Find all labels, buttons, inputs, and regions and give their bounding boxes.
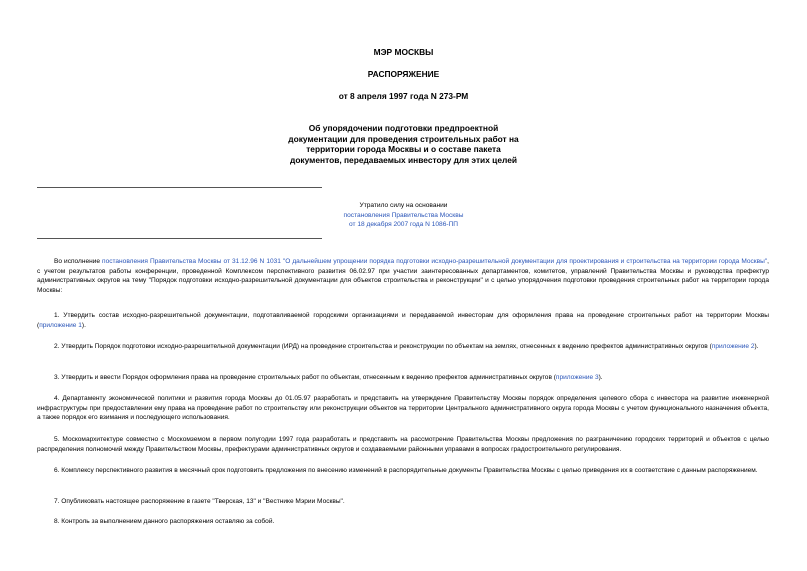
item-tail: ). bbox=[754, 343, 759, 350]
status-divider-bottom bbox=[37, 238, 322, 239]
appendix-1-link[interactable]: приложение 1 bbox=[39, 321, 82, 329]
document-type: РАСПОРЯЖЕНИЕ bbox=[367, 69, 440, 79]
document-subject: Об упорядочении подготовки предпроектной документации для проведения строительных работ на территории города Москвы и о составе пакета документов, передаваемых инвестору для этих целей bbox=[288, 123, 519, 165]
item-tail: ). bbox=[81, 321, 86, 329]
item-text: 2. Утвердить Порядок подготовки исходно-разрешительной документации (ИРД) на проведение строительства и реконструкции по объектам на землях, отнесенных к ведению префектов административных округов ( bbox=[54, 343, 712, 350]
item-tail: ). bbox=[598, 374, 603, 381]
item-paragraph-7: 7. Опубликовать настоящее распоряжение в газете "Тверская, 13" и "Вестнике Мэрии Москвы". bbox=[54, 498, 345, 505]
preamble-suffix: , с учетом результатов работы конференции, проведенной Комплексом перспективного развития 06.02.97 при участии заинтересованных департаментов, комитетов, управлений Правительства Москвы и руководства префектур административных округов на тему "Порядок подготовки исходно-разрешительной документации для объектов строительства и реконструкции" и с целью упорядочения подготовки проведения строительных работ на территории города Москвы: bbox=[37, 258, 769, 294]
appendix-3-link[interactable]: приложение 3 bbox=[555, 374, 599, 381]
preamble-paragraph bbox=[37, 257, 769, 295]
item-paragraph-5: 5. Москомархитектуре совместно с Москомземом в первом полугодии 1997 года разработать и представить на рассмотрение Правительства Москвы предложения по разграничению городских территорий и объектов с целью распределения полномочий между Правительством Москвы, префектурами административных округов и создаваемыми районными управами в вопросах градостроительного регулирования. bbox=[37, 436, 769, 453]
appendix-2-link[interactable]: приложение 2 bbox=[711, 343, 755, 350]
preamble-decree-link[interactable]: постановления Правительства Москвы от 31.12.96 N 1031 "О дальнейшем упрощении порядка подготовки исходно-разрешительной документации для проектирования и строительства на территории города Москвы" bbox=[102, 258, 768, 265]
status-divider-top bbox=[37, 187, 322, 188]
repeal-status-note bbox=[280, 201, 527, 230]
item-paragraph-2 bbox=[37, 342, 769, 352]
repeal-status-link-line1[interactable]: постановления Правительства Москвы bbox=[343, 211, 464, 219]
preamble-prefix: Во исполнение bbox=[54, 258, 103, 265]
item-paragraph-8: 8. Контроль за выполнением данного распоряжения оставляю за собой. bbox=[54, 518, 275, 525]
document-date-number: от 8 апреля 1997 года N 273-РМ bbox=[338, 91, 469, 101]
repeal-status-text: Утратило силу на основании bbox=[359, 202, 448, 209]
item-paragraph-3 bbox=[37, 373, 769, 383]
item-paragraph-4: 4. Департаменту экономической политики и развития города Москвы до 01.05.97 разработать и представить на утверждение Правительству Москвы порядок определения целевого сбора с инвестора на развитие инженерной инфраструктуры при предоставлении ему права на проведение работ по строительству или реконструкции объектов на территории Центрального административного округа города Москвы с учетом функционального назначения объекта, а также порядок его взимания и последующего использования. bbox=[37, 395, 769, 422]
item-text: 3. Утвердить и ввести Порядок оформления права на проведение строительных работ по объектам, отнесенным к ведению префектов административных округов ( bbox=[54, 374, 556, 381]
item-paragraph-1 bbox=[37, 311, 769, 330]
item-text: 1. Утвердить состав исходно-разрешительной документации, подготавливаемой городскими организациями и передаваемой инвесторам для оформления права на проведение строительных работ на территории Москвы ( bbox=[37, 312, 769, 329]
item-paragraph-6: 6. Комплексу перспективного развития в месячный срок подготовить предложения по внесению изменений в распорядительные документы Правительства Москвы с целью приведения их в соответствие с данным распоряжением. bbox=[54, 467, 758, 474]
issuing-authority: МЭР МОСКВЫ bbox=[373, 47, 434, 57]
repeal-status-link-line2[interactable]: от 18 декабря 2007 года N 1086-ПП bbox=[348, 221, 459, 229]
